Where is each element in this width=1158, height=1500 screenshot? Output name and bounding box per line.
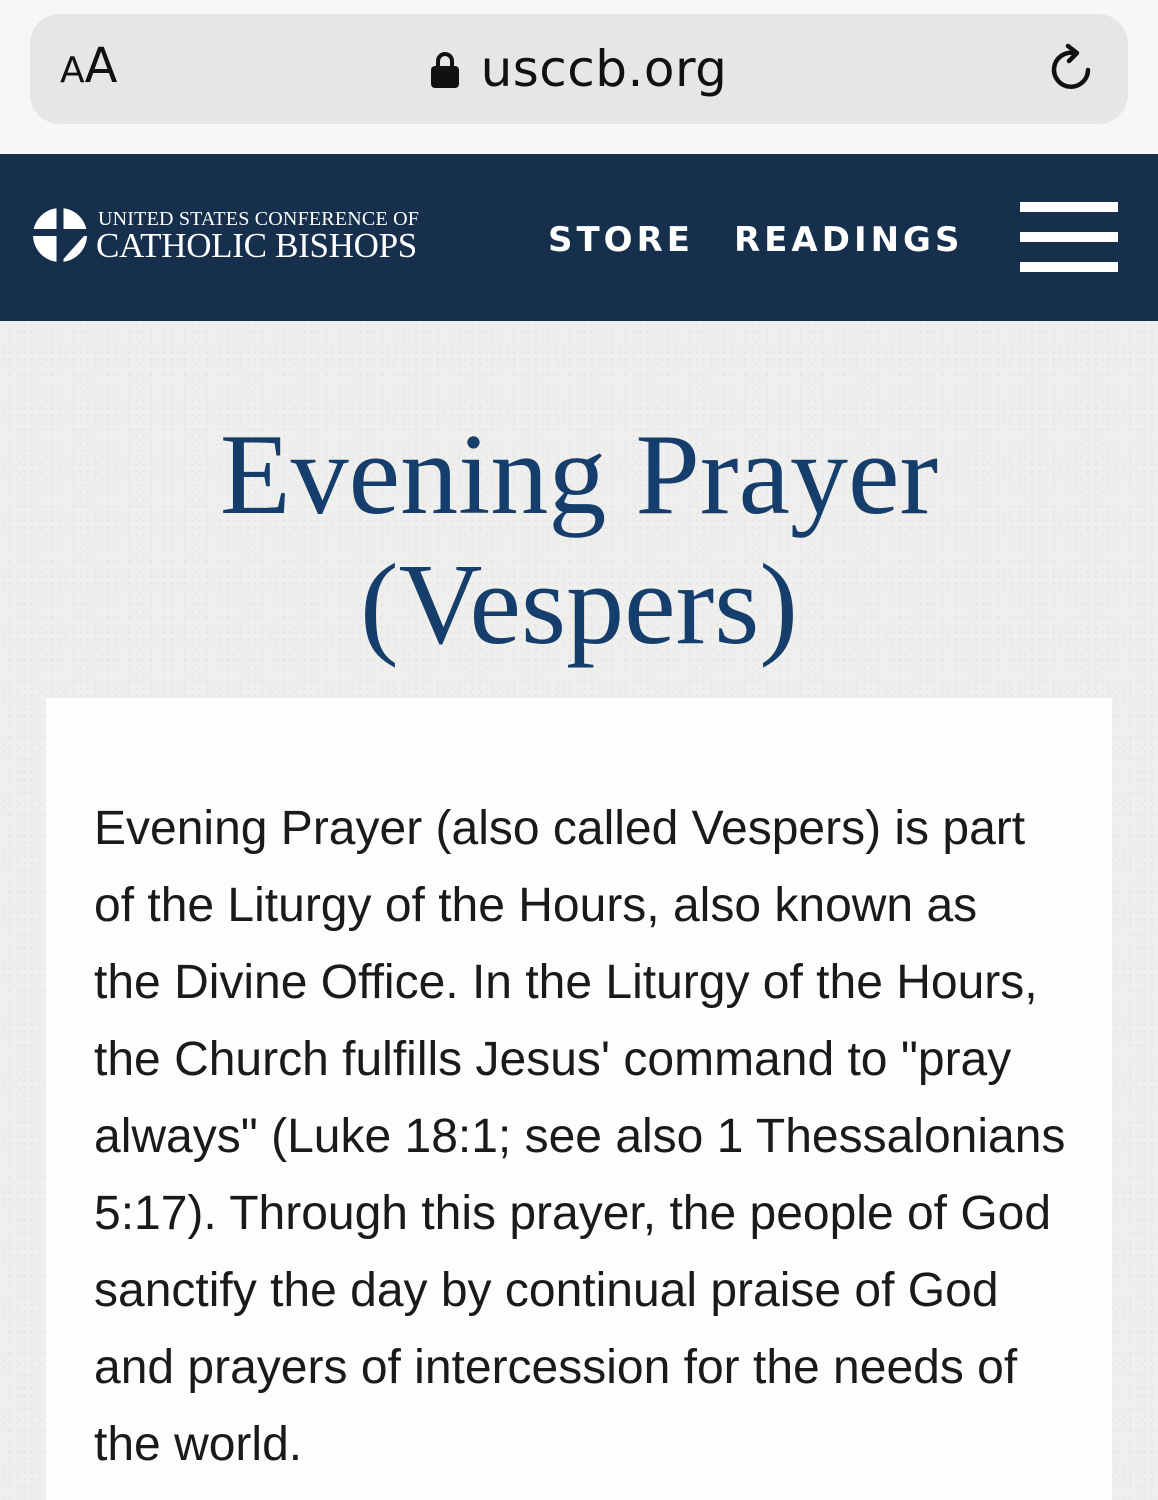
text-size-large-glyph: A [84,38,118,94]
address-bar[interactable] [30,14,1128,124]
browser-toolbar [0,0,1158,154]
intro-line: the Church fulfills Jesus' command to "pray [94,1033,1012,1086]
hamburger-menu-icon[interactable] [1020,202,1118,272]
intro-line: always" (Luke 18:1; see also 1 Thessalonians [94,1110,1066,1163]
nav-readings-link[interactable]: READINGS [734,220,964,260]
page-title [0,410,1158,670]
intro-line: the world. [94,1418,303,1471]
intro-paragraph [94,790,1084,1483]
url-display[interactable] [30,40,1128,98]
text-size-small-glyph: A [60,50,85,91]
site-header [0,154,1158,321]
lock-icon [431,52,459,88]
cross-logo-icon [32,207,88,263]
usccb-logo[interactable] [32,204,452,274]
intro-line: 5:17). Through this prayer, the people of God [94,1187,1052,1240]
intro-line: Evening Prayer (also called Vespers) is part [94,802,1026,855]
page-title-line1: Evening Prayer [219,411,939,539]
page-title-line2: (Vespers) [359,541,799,669]
intro-line: sanctify the day by continual praise of God [94,1264,999,1317]
intro-line: the Divine Office. In the Liturgy of the Hours, [94,956,1038,1009]
intro-line: of the Liturgy of the Hours, also known as [94,879,978,932]
url-text: usccb.org [480,40,728,98]
nav-store-link[interactable]: STORE [548,220,694,260]
logo-text-bottom: CATHOLIC BISHOPS [96,226,417,265]
intro-line: and prayers of intercession for the needs of [94,1341,1018,1394]
reload-icon[interactable] [1044,40,1100,96]
logo-text-top: UNITED STATES CONFERENCE OF [98,208,420,230]
